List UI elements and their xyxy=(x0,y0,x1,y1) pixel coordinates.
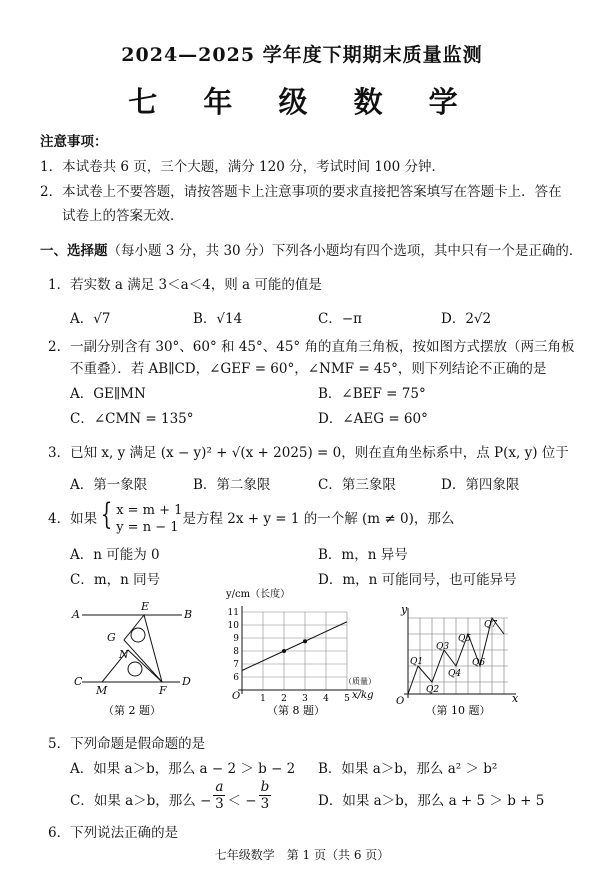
page-footer: 七年级数学 第 1 页（共 6 页） xyxy=(214,848,390,862)
fig10-label-q7: Q7 xyxy=(484,620,498,630)
x-tick-label: 4 xyxy=(323,694,329,704)
chart-axes xyxy=(238,606,361,694)
data-point xyxy=(282,649,286,653)
q5-option-b: B．如果 a＞b，那么 a² ＞ b² xyxy=(318,761,498,777)
figure-q8-chart xyxy=(222,588,382,720)
q4-option-d: D．m，n 可能同号，也可能异号 xyxy=(318,572,517,588)
q1-option-c: C．−π xyxy=(318,311,363,327)
fig10-label-q4: Q4 xyxy=(448,669,462,679)
notice-item-2-cont: 试卷上的答案无效． xyxy=(62,208,184,224)
fig2-label-n: N xyxy=(119,648,129,661)
notice-heading: 注意事项： xyxy=(40,134,108,150)
q4-prefix: 4．如果 xyxy=(48,511,98,527)
fig10-label-q2: Q2 xyxy=(426,685,440,695)
y-tick-label: 10 xyxy=(227,621,239,631)
q5-c-pre: C．如果 a＞b，那么 − xyxy=(70,793,212,809)
q3-option-c: C．第三象限 xyxy=(318,477,396,493)
q5-c-frac1 xyxy=(213,779,225,812)
fig2-label-a: A xyxy=(72,608,80,621)
q4-option-a: A．n 可能为 0 xyxy=(70,547,160,563)
q4-system xyxy=(116,502,182,536)
q4-eq2: y = n − 1 xyxy=(116,520,179,535)
fig10-x-axis-label: x xyxy=(512,692,519,705)
fig2-label-b: B xyxy=(184,608,193,621)
fig2-label-m: M xyxy=(96,684,108,697)
triangle-45 xyxy=(102,650,162,682)
fig10-label-q5: Q5 xyxy=(458,634,472,644)
chart-series xyxy=(242,622,347,671)
y-tick-label: 6 xyxy=(233,673,239,683)
q5-option-a: A．如果 a＞b，那么 a − 2 ＞ b − 2 xyxy=(70,761,296,777)
chart-x-label: x/kg xyxy=(352,690,374,701)
x-tick-label: 1 xyxy=(260,694,266,704)
q2-stem-line2: 不重叠）．若 AB∥CD，∠GEF = 60°，∠NMF = 45°，则下列结论不正确的是 xyxy=(70,361,547,377)
fig2-label-d: D xyxy=(182,675,191,688)
chart-y-label: y/cm（长度） xyxy=(226,589,291,600)
fig10-label-q6: Q6 xyxy=(472,658,486,668)
y-tick-label: 9 xyxy=(233,634,239,644)
y-tick-label: 8 xyxy=(233,647,239,657)
notice-item-2: 2．本试卷上不要答题，请按答题卡上注意事项的要求直接把答案填写在答题卡上．答在 xyxy=(40,184,562,200)
notice-item-1: 1．本试卷共 6 页，三个大题，满分 120 分，考试时间 100 分钟． xyxy=(40,159,445,175)
fig2-label-g: G xyxy=(107,631,116,644)
fig10-label-q3: Q3 xyxy=(436,642,450,652)
circle-hole-2 xyxy=(128,662,142,676)
q5-c-frac2-den: 3 xyxy=(260,796,270,812)
q4-brace: { xyxy=(100,497,113,532)
chart-x-note: （质量） xyxy=(344,677,376,686)
chart-grid xyxy=(242,612,347,690)
q4-option-b: B．m，n 异号 xyxy=(318,547,408,563)
q5-option-c xyxy=(70,779,273,817)
q2-stem-line1: 2．一副分别含有 30°、60° 和 45°、45° 角的直角三角板，按如图方式摆放（两三角板 xyxy=(48,339,575,355)
y-tick-label: 7 xyxy=(233,660,239,670)
q5-c-frac1-den: 3 xyxy=(215,796,224,812)
q2-option-a: A．GE∥MN xyxy=(70,386,146,402)
fig2-label-e: E xyxy=(141,600,150,613)
grade-subject-title: 七 年 级 数 学 xyxy=(128,85,476,119)
y-tick-label: 11 xyxy=(227,608,239,618)
q4-suffix: 是方程 2x + y = 1 的一个解 (m ≠ 0)，那么 xyxy=(182,511,455,527)
series-line xyxy=(242,622,347,671)
x-tick-label: 2 xyxy=(281,694,287,704)
q1-option-d: D．2√2 xyxy=(441,311,492,327)
triangle-30-60 xyxy=(124,615,162,682)
section-1-title: 一、选择题 xyxy=(40,243,108,259)
figure-q2 xyxy=(62,598,202,720)
fig10-origin: O xyxy=(396,696,405,707)
fig2-caption: （第 2 题） xyxy=(103,704,161,717)
q4-stem xyxy=(48,497,455,536)
fig10-caption: （第 10 题） xyxy=(425,704,491,717)
data-point xyxy=(303,639,307,643)
q4-option-c: C．m，n 同号 xyxy=(70,572,161,588)
fig2-label-c: C xyxy=(74,675,83,688)
q2-option-d: D．∠AEG = 60° xyxy=(318,411,428,427)
q1-stem: 1．若实数 a 满足 3＜a＜4，则 a 可能的值是 xyxy=(48,277,322,293)
fig2-label-f: F xyxy=(159,684,167,697)
q5-c-mid: ＜ − xyxy=(227,793,257,809)
q2-option-c: C．∠CMN = 135° xyxy=(70,411,194,427)
q5-c-frac1-num: a xyxy=(215,779,224,795)
q5-c-frac2-num: b xyxy=(260,779,270,795)
x-tick-label: 3 xyxy=(302,694,308,704)
q5-stem: 5．下列命题是假命题的是 xyxy=(48,736,206,752)
fig10-label-q1: Q1 xyxy=(410,657,424,667)
q4-eq1: x = m + 1 xyxy=(116,503,183,518)
fig10-y-axis-label: y xyxy=(401,603,408,616)
q3-option-a: A．第一象限 xyxy=(70,477,148,493)
chart-origin: O xyxy=(232,691,241,702)
x-tick-label: 5 xyxy=(344,694,350,704)
q2-option-b: B．∠BEF = 75° xyxy=(318,386,426,402)
q3-option-b: B．第二象限 xyxy=(193,477,271,493)
section-1-header xyxy=(40,239,582,259)
q1-option-b: B．√14 xyxy=(193,311,243,327)
figure-q10 xyxy=(388,602,528,720)
exam-title: 2024—2025 学年度下期期末质量监测 xyxy=(121,44,483,66)
q3-option-d: D．第四象限 xyxy=(441,477,520,493)
section-1-desc: （每小题 3 分，共 30 分）下列各小题均有四个选项，其中只有一个是正确的． xyxy=(107,243,583,259)
fig8-caption: （第 8 题） xyxy=(267,704,325,717)
q5-c-frac2 xyxy=(259,779,272,812)
q6-stem: 6．下列说法正确的是 xyxy=(48,825,179,841)
circle-hole-1 xyxy=(131,628,145,642)
q5-option-d: D．如果 a＞b，那么 a + 5 ＞ b + 5 xyxy=(318,793,545,809)
q3-stem: 3．已知 x, y 满足 (x − y)² + √(x + 2025) = 0，则在直角坐标系中，点 P(x, y) 位于 xyxy=(48,445,569,461)
q1-option-a: A．√7 xyxy=(70,311,111,327)
